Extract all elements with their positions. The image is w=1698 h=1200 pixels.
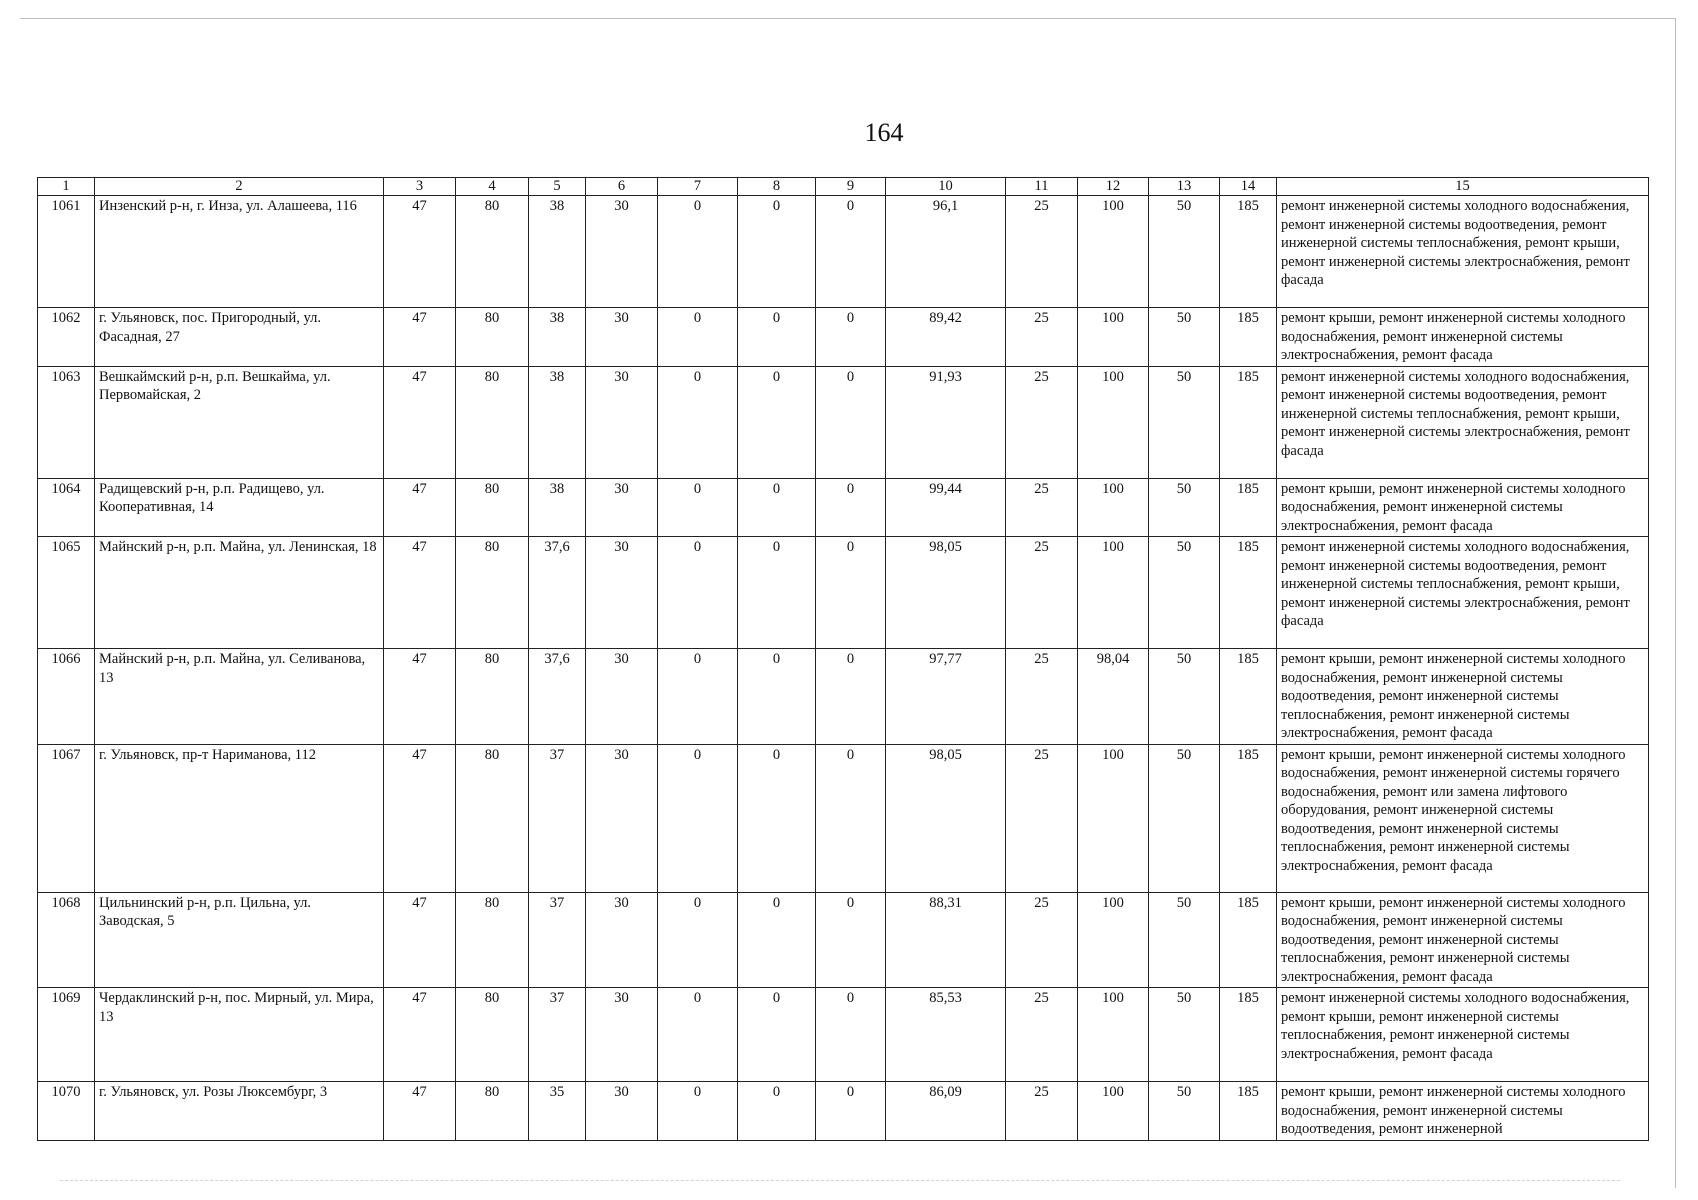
table-row [38,744,1649,892]
cell-col-11: 25 [1006,892,1078,988]
works-cell: ремонт инженерной системы холодного водоснабжения, ремонт инженерной системы водоотведения, ремонт инженерной системы теплоснабжения, ремонт крыши, ремонт инженерной системы электроснабжения, ремонт фасада [1277,537,1649,649]
column-header-2: 2 [95,178,384,196]
address-cell: Майнский р-н, р.п. Майна, ул. Селиванова, 13 [95,649,384,745]
cell-col-11: 25 [1006,196,1078,308]
cell-col-14: 185 [1220,1082,1277,1141]
cell-col-8: 0 [738,744,816,892]
cell-col-4: 80 [456,196,529,308]
cell-col-11: 25 [1006,537,1078,649]
cell-col-12: 100 [1078,537,1149,649]
table-row [38,1082,1649,1141]
cell-col-12: 100 [1078,744,1149,892]
cell-col-12: 100 [1078,478,1149,537]
cell-col-9: 0 [816,537,886,649]
address-cell: Майнский р-н, р.п. Майна, ул. Ленинская, 18 [95,537,384,649]
cell-col-10: 86,09 [886,1082,1006,1141]
cell-col-11: 25 [1006,1082,1078,1141]
cell-col-13: 50 [1149,1082,1220,1141]
cell-col-11: 25 [1006,478,1078,537]
cell-col-13: 50 [1149,744,1220,892]
cell-col-13: 50 [1149,988,1220,1082]
cell-col-9: 0 [816,649,886,745]
cell-col-11: 25 [1006,988,1078,1082]
works-cell: ремонт инженерной системы холодного водоснабжения, ремонт крыши, ремонт инженерной системы теплоснабжения, ремонт инженерной системы электроснабжения, ремонт фасада [1277,988,1649,1082]
cell-col-5: 37,6 [529,649,586,745]
cell-col-10: 98,05 [886,537,1006,649]
cell-col-3: 47 [384,892,456,988]
table-row [38,196,1649,308]
address-cell: Инзенский р-н, г. Инза, ул. Алашеева, 116 [95,196,384,308]
scan-frame-bottom [60,1180,1620,1181]
cell-col-14: 185 [1220,744,1277,892]
cell-col-11: 25 [1006,744,1078,892]
cell-col-5: 37,6 [529,537,586,649]
cell-col-7: 0 [658,366,738,478]
cell-col-10: 85,53 [886,988,1006,1082]
cell-col-3: 47 [384,308,456,367]
cell-col-10: 97,77 [886,649,1006,745]
column-header-11: 11 [1006,178,1078,196]
cell-col-8: 0 [738,1082,816,1141]
cell-col-6: 30 [586,988,658,1082]
cell-col-4: 80 [456,1082,529,1141]
cell-col-6: 30 [586,649,658,745]
cell-col-14: 185 [1220,196,1277,308]
cell-col-9: 0 [816,1082,886,1141]
row-number-cell: 1062 [38,308,95,367]
cell-col-13: 50 [1149,892,1220,988]
cell-col-14: 185 [1220,366,1277,478]
cell-col-5: 38 [529,196,586,308]
works-cell: ремонт инженерной системы холодного водоснабжения, ремонт инженерной системы водоотведения, ремонт инженерной системы теплоснабжения, ремонт крыши, ремонт инженерной системы электроснабжения, ремонт фасада [1277,196,1649,308]
cell-col-14: 185 [1220,988,1277,1082]
row-number-cell: 1069 [38,988,95,1082]
cell-col-12: 100 [1078,988,1149,1082]
cell-col-13: 50 [1149,308,1220,367]
row-number-cell: 1070 [38,1082,95,1141]
cell-col-11: 25 [1006,649,1078,745]
cell-col-8: 0 [738,537,816,649]
column-header-6: 6 [586,178,658,196]
cell-col-6: 30 [586,892,658,988]
cell-col-10: 91,93 [886,366,1006,478]
cell-col-7: 0 [658,478,738,537]
table-row [38,988,1649,1082]
cell-col-13: 50 [1149,196,1220,308]
column-header-7: 7 [658,178,738,196]
cell-col-3: 47 [384,196,456,308]
cell-col-9: 0 [816,744,886,892]
table-row [38,308,1649,367]
works-cell: ремонт крыши, ремонт инженерной системы холодного водоснабжения, ремонт инженерной системы водоотведения, ремонт инженерной [1277,1082,1649,1141]
cell-col-12: 100 [1078,892,1149,988]
cell-col-4: 80 [456,366,529,478]
row-number-cell: 1067 [38,744,95,892]
cell-col-3: 47 [384,744,456,892]
works-cell: ремонт крыши, ремонт инженерной системы холодного водоснабжения, ремонт инженерной системы электроснабжения, ремонт фасада [1277,308,1649,367]
cell-col-6: 30 [586,478,658,537]
cell-col-12: 98,04 [1078,649,1149,745]
cell-col-12: 100 [1078,196,1149,308]
works-cell: ремонт крыши, ремонт инженерной системы холодного водоснабжения, ремонт инженерной системы электроснабжения, ремонт фасада [1277,478,1649,537]
cell-col-11: 25 [1006,366,1078,478]
cell-col-8: 0 [738,649,816,745]
cell-col-3: 47 [384,649,456,745]
cell-col-6: 30 [586,196,658,308]
cell-col-8: 0 [738,478,816,537]
cell-col-3: 47 [384,537,456,649]
cell-col-9: 0 [816,196,886,308]
cell-col-8: 0 [738,366,816,478]
cell-col-5: 37 [529,744,586,892]
cell-col-5: 37 [529,892,586,988]
cell-col-7: 0 [658,308,738,367]
cell-col-4: 80 [456,892,529,988]
cell-col-5: 35 [529,1082,586,1141]
register-table [37,177,1649,1141]
cell-col-4: 80 [456,649,529,745]
cell-col-13: 50 [1149,366,1220,478]
cell-col-4: 80 [456,537,529,649]
table-row [38,366,1649,478]
cell-col-6: 30 [586,308,658,367]
cell-col-14: 185 [1220,649,1277,745]
cell-col-5: 38 [529,366,586,478]
row-number-cell: 1063 [38,366,95,478]
cell-col-14: 185 [1220,478,1277,537]
column-header-3: 3 [384,178,456,196]
table-row [38,649,1649,745]
cell-col-13: 50 [1149,478,1220,537]
cell-col-7: 0 [658,537,738,649]
works-cell: ремонт крыши, ремонт инженерной системы холодного водоснабжения, ремонт инженерной системы горячего водоснабжения, ремонт или замена лифтового оборудования, ремонт инженерной системы водоотведения, ремонт инженерной системы теплоснабжения, ремонт инженерной системы электроснабжения, ремонт фасада [1277,744,1649,892]
cell-col-11: 25 [1006,308,1078,367]
works-cell: ремонт крыши, ремонт инженерной системы холодного водоснабжения, ремонт инженерной системы водоотведения, ремонт инженерной системы теплоснабжения, ремонт инженерной системы электроснабжения, ремонт фасада [1277,892,1649,988]
cell-col-7: 0 [658,196,738,308]
cell-col-10: 96,1 [886,196,1006,308]
scan-frame-top [20,18,1675,19]
cell-col-12: 100 [1078,308,1149,367]
cell-col-9: 0 [816,366,886,478]
cell-col-3: 47 [384,478,456,537]
row-number-cell: 1064 [38,478,95,537]
cell-col-9: 0 [816,988,886,1082]
cell-col-14: 185 [1220,537,1277,649]
address-cell: Цильнинский р-н, р.п. Цильна, ул. Заводская, 5 [95,892,384,988]
cell-col-7: 0 [658,1082,738,1141]
row-number-cell: 1065 [38,537,95,649]
cell-col-13: 50 [1149,537,1220,649]
cell-col-8: 0 [738,308,816,367]
cell-col-13: 50 [1149,649,1220,745]
address-cell: Вешкаймский р-н, р.п. Вешкайма, ул. Первомайская, 2 [95,366,384,478]
address-cell: г. Ульяновск, пр-т Нариманова, 112 [95,744,384,892]
row-number-cell: 1061 [38,196,95,308]
table-row [38,478,1649,537]
cell-col-4: 80 [456,308,529,367]
cell-col-10: 98,05 [886,744,1006,892]
address-cell: г. Ульяновск, ул. Розы Люксембург, 3 [95,1082,384,1141]
column-header-10: 10 [886,178,1006,196]
column-header-8: 8 [738,178,816,196]
works-cell: ремонт инженерной системы холодного водоснабжения, ремонт инженерной системы водоотведения, ремонт инженерной системы теплоснабжения, ремонт крыши, ремонт инженерной системы электроснабжения, ремонт фасада [1277,366,1649,478]
cell-col-7: 0 [658,892,738,988]
cell-col-10: 99,44 [886,478,1006,537]
cell-col-4: 80 [456,988,529,1082]
column-header-13: 13 [1149,178,1220,196]
table-row [38,537,1649,649]
cell-col-6: 30 [586,744,658,892]
cell-col-6: 30 [586,366,658,478]
cell-col-7: 0 [658,649,738,745]
cell-col-9: 0 [816,308,886,367]
table-row [38,892,1649,988]
cell-col-10: 88,31 [886,892,1006,988]
column-header-5: 5 [529,178,586,196]
cell-col-14: 185 [1220,892,1277,988]
cell-col-3: 47 [384,366,456,478]
table-body [38,196,1649,1141]
row-number-cell: 1068 [38,892,95,988]
header-row [38,178,1649,196]
cell-col-7: 0 [658,744,738,892]
column-header-9: 9 [816,178,886,196]
column-header-15: 15 [1277,178,1649,196]
column-header-1: 1 [38,178,95,196]
address-cell: г. Ульяновск, пос. Пригородный, ул. Фасадная, 27 [95,308,384,367]
address-cell: Чердаклинский р-н, пос. Мирный, ул. Мира, 13 [95,988,384,1082]
table-header [38,178,1649,196]
column-header-4: 4 [456,178,529,196]
cell-col-6: 30 [586,537,658,649]
cell-col-3: 47 [384,1082,456,1141]
cell-col-9: 0 [816,478,886,537]
cell-col-6: 30 [586,1082,658,1141]
cell-col-8: 0 [738,196,816,308]
cell-col-3: 47 [384,988,456,1082]
page-number: 164 [864,118,904,147]
works-cell: ремонт крыши, ремонт инженерной системы холодного водоснабжения, ремонт инженерной системы водоотведения, ремонт инженерной системы теплоснабжения, ремонт инженерной системы электроснабжения, ремонт фасада [1277,649,1649,745]
cell-col-5: 38 [529,478,586,537]
cell-col-4: 80 [456,478,529,537]
address-cell: Радищевский р-н, р.п. Радищево, ул. Кооперативная, 14 [95,478,384,537]
cell-col-12: 100 [1078,366,1149,478]
cell-col-10: 89,42 [886,308,1006,367]
scan-frame-right [1675,18,1676,1188]
cell-col-8: 0 [738,988,816,1082]
cell-col-5: 37 [529,988,586,1082]
cell-col-14: 185 [1220,308,1277,367]
cell-col-9: 0 [816,892,886,988]
row-number-cell: 1066 [38,649,95,745]
column-header-12: 12 [1078,178,1149,196]
cell-col-7: 0 [658,988,738,1082]
cell-col-12: 100 [1078,1082,1149,1141]
cell-col-5: 38 [529,308,586,367]
cell-col-8: 0 [738,892,816,988]
column-header-14: 14 [1220,178,1277,196]
cell-col-4: 80 [456,744,529,892]
